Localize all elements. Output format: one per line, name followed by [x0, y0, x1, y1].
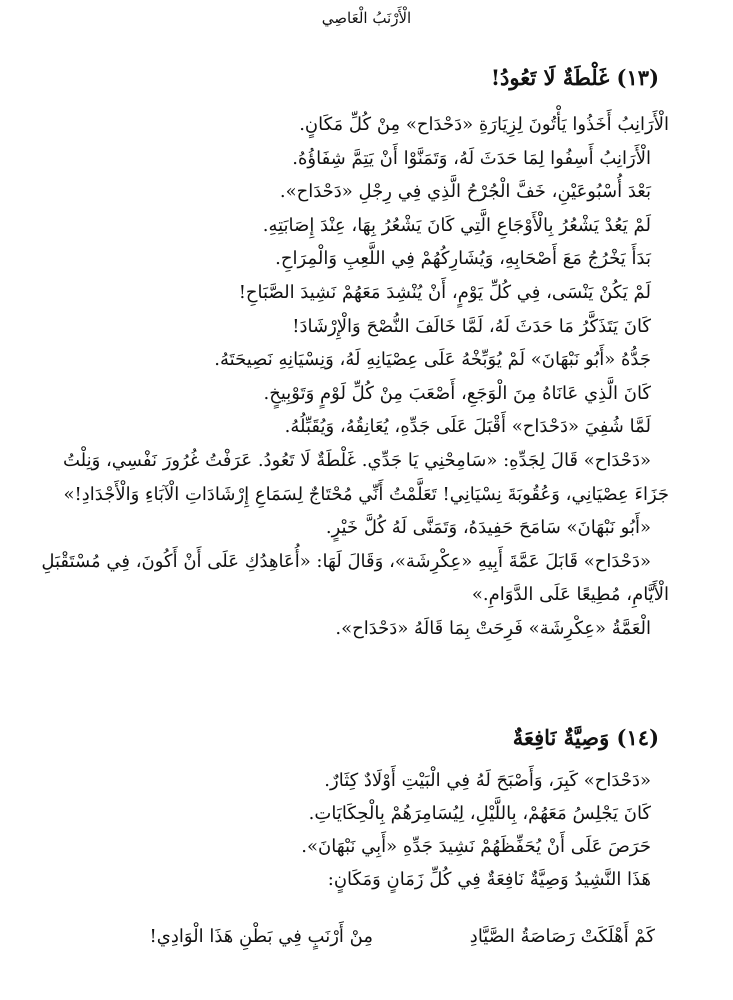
paragraph-line: كَانَ الَّذِي عَانَاهُ مِنَ الْوَجَعِ، أَصْعَبَ مِنْ كُلِّ لَوْمٍ وَتَوْبِيخٍ. — [263, 382, 651, 404]
running-head: الْأَرْنَبُ الْعَاصِي — [321, 9, 412, 27]
section-13-body — [29, 108, 669, 646]
paragraph-line: «دَحْدَاح» قَابَلَ عَمَّةَ أَبِيهِ «عِكْرِشَة»، وَقَالَ لَهَا: «أُعَاهِدُكِ عَلَى أَنْ أَكُونَ، فِي مُسْتَقْبَلِ — [41, 550, 651, 572]
paragraph-line: حَرَصَ عَلَى أَنْ يُحَفِّظَهُمْ نَشِيدَ جَدِّهِ «أَبِي نَبْهَانَ». — [301, 836, 651, 857]
paragraph-line: بَدَأَ يَخْرُجُ مَعَ أَصْحَابِهِ، وَيُشَارِكُهُمْ فِي اللَّعِبِ وَالْمِرَاحِ. — [275, 248, 651, 270]
paragraph-line: الْأَرَانِبُ أَخَذُوا يَأْتُونَ لِزِيَارَةِ «دَحْدَاح» مِنْ كُلِّ مَكَانٍ. — [299, 114, 669, 135]
section-14-body — [29, 764, 669, 896]
paragraph-line: هَذَا النَّشِيدُ وَصِيَّةٌ نَافِعَةٌ فِي كُلِّ زَمَانٍ وَمَكَانٍ: — [327, 869, 651, 890]
section-14-title: (١٤) وَصِيَّةٌ نَافِعَةٌ — [512, 725, 659, 750]
paragraph-line: الْأَرَانِبُ أَسِفُوا لِمَا حَدَثَ لَهُ، وَتَمَنَّوْا أَنْ يَتِمَّ شِفَاؤُهُ. — [292, 147, 651, 169]
paragraph-line: كَانَ يَتَذَكَّرُ مَا حَدَثَ لَهُ، لَمَّا خَالَفَ النُّصْحَ وَالْإِرْشَادَ! — [292, 315, 651, 337]
paragraph-line: لَمْ يَعُدْ يَشْعُرُ بِالْأَوْجَاعِ الَّتِي كَانَ يَشْعُرُ بِهَا، عِنْدَ إِصَابَتِهِ. — [262, 214, 651, 236]
paragraph-line: الْعَمَّةُ «عِكْرِشَة» فَرِحَتْ بِمَا قَالَهُ «دَحْدَاح». — [335, 617, 651, 639]
paragraph-line: كَانَ يَجْلِسُ مَعَهُمْ، بِاللَّيْلِ، لِيُسَامِرَهُمْ بِالْحِكَايَاتِ. — [308, 803, 651, 824]
paragraph-line: الْأَيَّامِ، مُطِيعًا عَلَى الدَّوَامِ.» — [471, 584, 669, 606]
paragraph-line: لَمَّا شُفِيَ «دَحْدَاح» أَقْبَلَ عَلَى جَدِّهِ، يُعَانِقُهُ، وَيُقَبِّلُهُ. — [284, 416, 651, 438]
paragraph-line: جَزَاءَ عِصْيَانِي، وَعُقُوبَةَ نِسْيَانِي! تَعَلَّمْتُ أَنِّي مُحْتَاجٌ لِسَمَاعِ إِرْشَادَاتِ الْآبَاءِ وَالْأَجْدَادِ!» — [63, 483, 669, 505]
paragraph-line: لَمْ يَكُنْ يَنْسَى، فِي كُلِّ يَوْمٍ، أَنْ يُنْشِدَ مَعَهُمْ نَشِيدَ الصَّبَاحِ! — [238, 281, 651, 303]
paragraph-line: «أَبُو نَبْهَانَ» سَامَحَ حَفِيدَهُ، وَتَمَنَّى لَهُ كُلَّ خَيْرٍ. — [325, 517, 651, 539]
section-13-title: (١٣) غَلْطَةٌ لَا تَعُودُ! — [490, 65, 659, 90]
paragraph-line: «دَحْدَاح» كَبِرَ، وَأَصْبَحَ لَهُ فِي الْبَيْتِ أَوْلَادٌ كِثَارٌ. — [324, 770, 651, 791]
paragraph-line: جَدُّهُ «أَبُو نَبْهَانَ» لَمْ يُوَبِّخْهُ عَلَى عِصْيَانِهِ لَهُ، وَنِسْيَانِهِ نَصِيحَتَهُ. — [214, 349, 651, 371]
poem-verse — [0, 920, 733, 954]
paragraph-line: بَعْدَ أُسْبُوعَيْنِ، خَفَّ الْجُرْحُ الَّذِي فِي رِجْلِ «دَحْدَاح». — [279, 181, 651, 203]
verse-first-hemistich: كَمْ أَهْلَكَتْ رَصَاصَةُ الصَّيَّادِ — [469, 926, 655, 947]
paragraph-line: «دَحْدَاح» قَالَ لِجَدِّهِ: «سَامِحْنِي يَا جَدِّي. غَلْطَةٌ لَا تَعُودُ. عَرَفْتُ غُرُورَ نَفْسِي، وَنِلْتُ — [62, 449, 651, 471]
verse-second-hemistich: مِنْ أَرْنَبٍ فِي بَطْنِ هَذَا الْوَادِي! — [149, 926, 373, 947]
